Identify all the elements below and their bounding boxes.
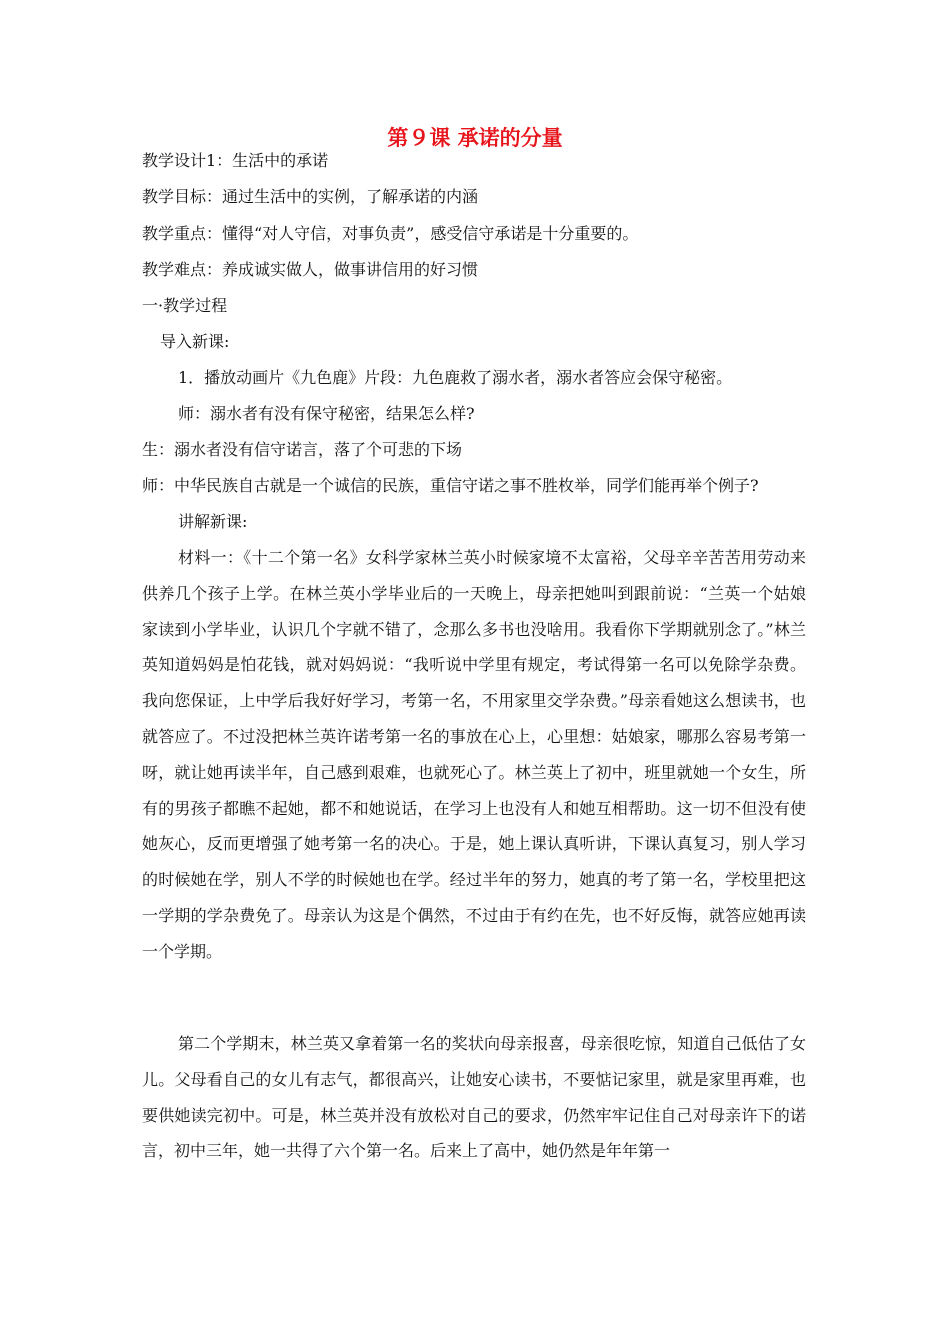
process-heading: 一·教学过程: [142, 296, 228, 315]
teacher-question-1: 师：溺水者有没有保守秘密，结果怎么样?: [178, 404, 475, 423]
intro-heading: 导入新课:: [160, 332, 230, 351]
teaching-objective: 教学目标：通过生活中的实例，了解承诺的内涵: [142, 187, 479, 206]
material-1-continued-paragraph: 第二个学期末，林兰英又拿着第一名的奖状向母亲报喜，母亲很吃惊，知道自己低估了女儿。父母看自己的女儿有志气，都很高兴，让她安心读书，不要惦记家里，就是家里再难，也要供她读完初中。可是，林兰英并没有放松对自己的要求，仍然牢牢记住自己对母亲许下的诺言，初中三年，她一共得了六个第一名。后来上了高中，她仍然是年年第一: [142, 1034, 806, 1161]
material-1-paragraph: 材料一：《十二个第一名》女科学家林兰英小时候家境不太富裕，父母辛辛苦苦用劳动来供养几个孩子上学。在林兰英小学毕业后的一天晚上，母亲把她叫到跟前说：“兰英一个姑娘家读到小学毕业，认识几个字就不错了，念那么多书也没啥用。我看你下学期就别念了。”林兰英知道妈妈是怕花钱，就对妈妈说：“我听说中学里有规定，考试得第一名可以免除学杂费。我向您保证，上中学后我好好学习，考第一名，不用家里交学杂费。”母亲看她这么想读书，也就答应了。不过没把林兰英许诺考第一名的事放在心上，心里想：姑娘家，哪那么容易考第一呀，就让她再读半年，自己感到艰难，也就死心了。林兰英上了初中，班里就她一个女生，所有的男孩子都瞧不起她，都不和她说话，在学习上也没有人和她互相帮助。这一切不但没有使她灰心，反而更增强了她考第一名的决心。于是，她上课认真听讲，下课认真复习，别人学习的时候她在学，别人不学的时候她也在学。经过半年的努力，她真的考了第一名，学校里把这一学期的学杂费免了。母亲认为这是个偶然，不过由于有约在先，也不好反悔，就答应她再读一个学期。: [142, 548, 806, 961]
teaching-key-point: 教学重点：懂得“对人守信，对事负责”，感受信守承诺是十分重要的。: [142, 224, 639, 243]
lesson-title: 第９课 承诺的分量: [387, 125, 563, 150]
teaching-difficulty: 教学难点：养成诚实做人，做事讲信用的好习惯: [142, 260, 479, 279]
teacher-question-2: 师：中华民族自古就是一个诚信的民族，重信守诺之事不胜枚举，同学们能再举个例子?: [142, 476, 759, 495]
student-answer-1: 生：溺水者没有信守诺言，落了个可悲的下场: [142, 440, 463, 459]
lecture-heading: 讲解新课:: [178, 512, 248, 531]
intro-item-1: 1．播放动画片《九色鹿》片段：九色鹿救了溺水者，溺水者答应会保守秘密。: [178, 368, 733, 387]
teaching-design: 教学设计1：生活中的承诺: [142, 151, 329, 170]
